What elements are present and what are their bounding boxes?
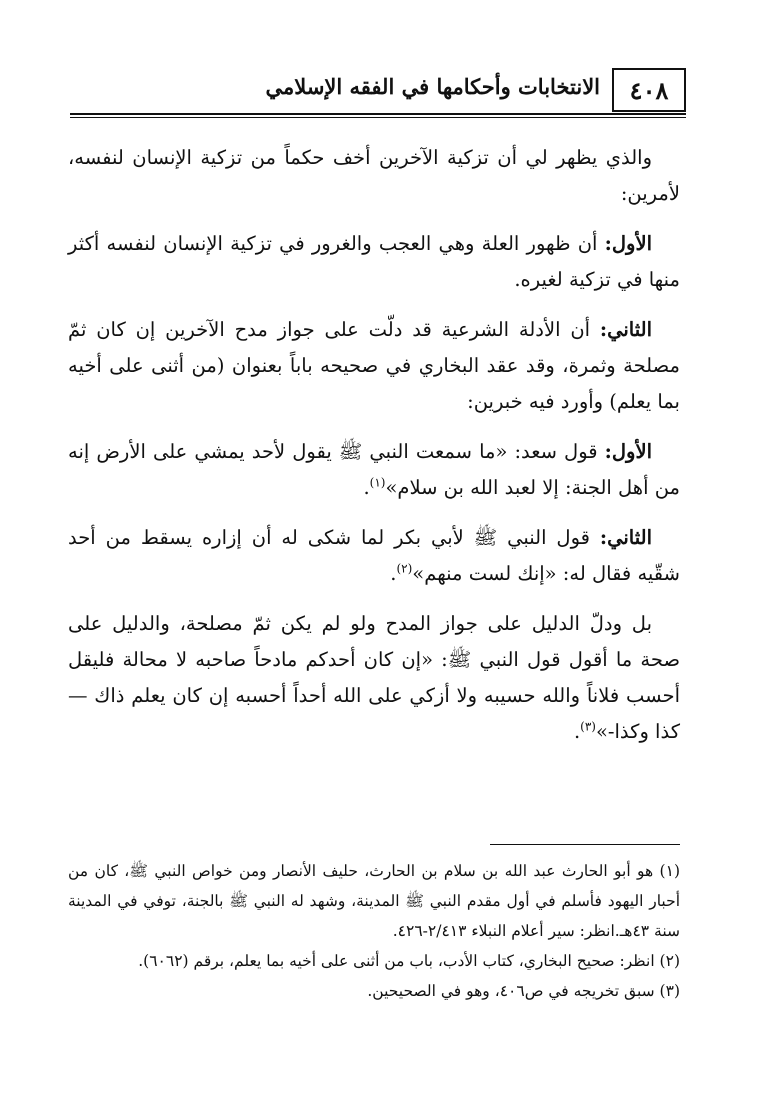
paragraph (68, 520, 680, 592)
footnote-separator (490, 844, 680, 845)
footnotes (68, 856, 680, 1006)
body-text (68, 140, 680, 764)
footnote-ref[interactable]: (٢) (396, 561, 413, 576)
header-rule (70, 113, 686, 115)
paragraph-lead: الأول: (604, 440, 652, 463)
paragraph-lead: الأول: (604, 232, 652, 255)
page-header (70, 68, 686, 118)
running-title: الانتخابات وأحكامها في الفقه الإسلامي (265, 74, 600, 99)
paragraph-lead: الثاني: (599, 526, 652, 549)
footnote: (٢) انظر: صحيح البخاري، كتاب الأدب، باب من أثنى على أخيه بما يعلم، برقم (٦٠٦٢). (138, 952, 680, 970)
paragraph-end: . (390, 562, 397, 585)
paragraph-end: . (363, 476, 370, 499)
paragraph-text: أن الأدلة الشرعية قد دلّت على جواز مدح الآخرين إن كان ثمّ مصلحة وثمرة، وقد عقد البخاري في صحيحه باباً بعنوان (من أثنى على أخيه بما يعلم) وأورد فيه خبرين: (68, 318, 680, 413)
footnote: (٣) سبق تخريجه في ص٤٠٦، وهو في الصحيحين. (367, 982, 680, 1000)
footnote: (١) هو أبو الحارث عبد الله بن سلام بن الحارث، حليف الأنصار ومن خواص النبي ﷺ، كان من أحبار اليهود فأسلم في أول مقدم النبي ﷺ المدينة، وشهد له النبي ﷺ بالجنة، توفي في المدينة سنة ٤٣هـ.انظر: سير أعلام النبلاء ٢/٤١٣-٤٢٦. (68, 862, 680, 940)
paragraph (68, 226, 680, 298)
paragraph-lead: الثاني: (599, 318, 652, 341)
header-rule-thin (70, 117, 686, 118)
paragraph (68, 312, 680, 420)
paragraph-text: قول سعد: «ما سمعت النبي ﷺ يقول لأحد يمشي على الأرض إنه من أهل الجنة: إلا لعبد الله بن سلام» (68, 440, 680, 499)
paragraph (68, 434, 680, 506)
page-number: ٤٠٨ (612, 68, 686, 112)
paragraph-end: . (573, 720, 581, 743)
paragraph (68, 606, 680, 750)
paragraph (68, 140, 680, 212)
paragraph-text: قول النبي ﷺ لأبي بكر لما شكى له أن إزاره يسقط من أحد شقّيه فقال له: «إنك لست منهم» (68, 526, 680, 585)
footnote-ref[interactable]: (٣) (580, 719, 596, 734)
paragraph-text: والذي يظهر لي أن تزكية الآخرين أخف حكماً من تزكية الإنسان لنفسه، لأمرين: (68, 146, 680, 205)
footnote-ref[interactable]: (١) (369, 475, 386, 490)
paragraph-text: أن ظهور العلة وهي العجب والغرور في تزكية الإنسان لنفسه أكثر منها في تزكية لغيره. (68, 232, 680, 291)
paragraph-text: بل ودلّ الدليل على جواز المدح ولو لم يكن ثمّ مصلحة، والدليل على صحة ما أقول قول النبي ﷺ: «إن كان أحدكم مادحاً صاحبه لا محالة فليقل أحسب فلاناً والله حسيبه ولا أزكي على الله أحداً أحسبه إن كان يعلم ذاك — كذا وكذا-» (68, 612, 680, 743)
